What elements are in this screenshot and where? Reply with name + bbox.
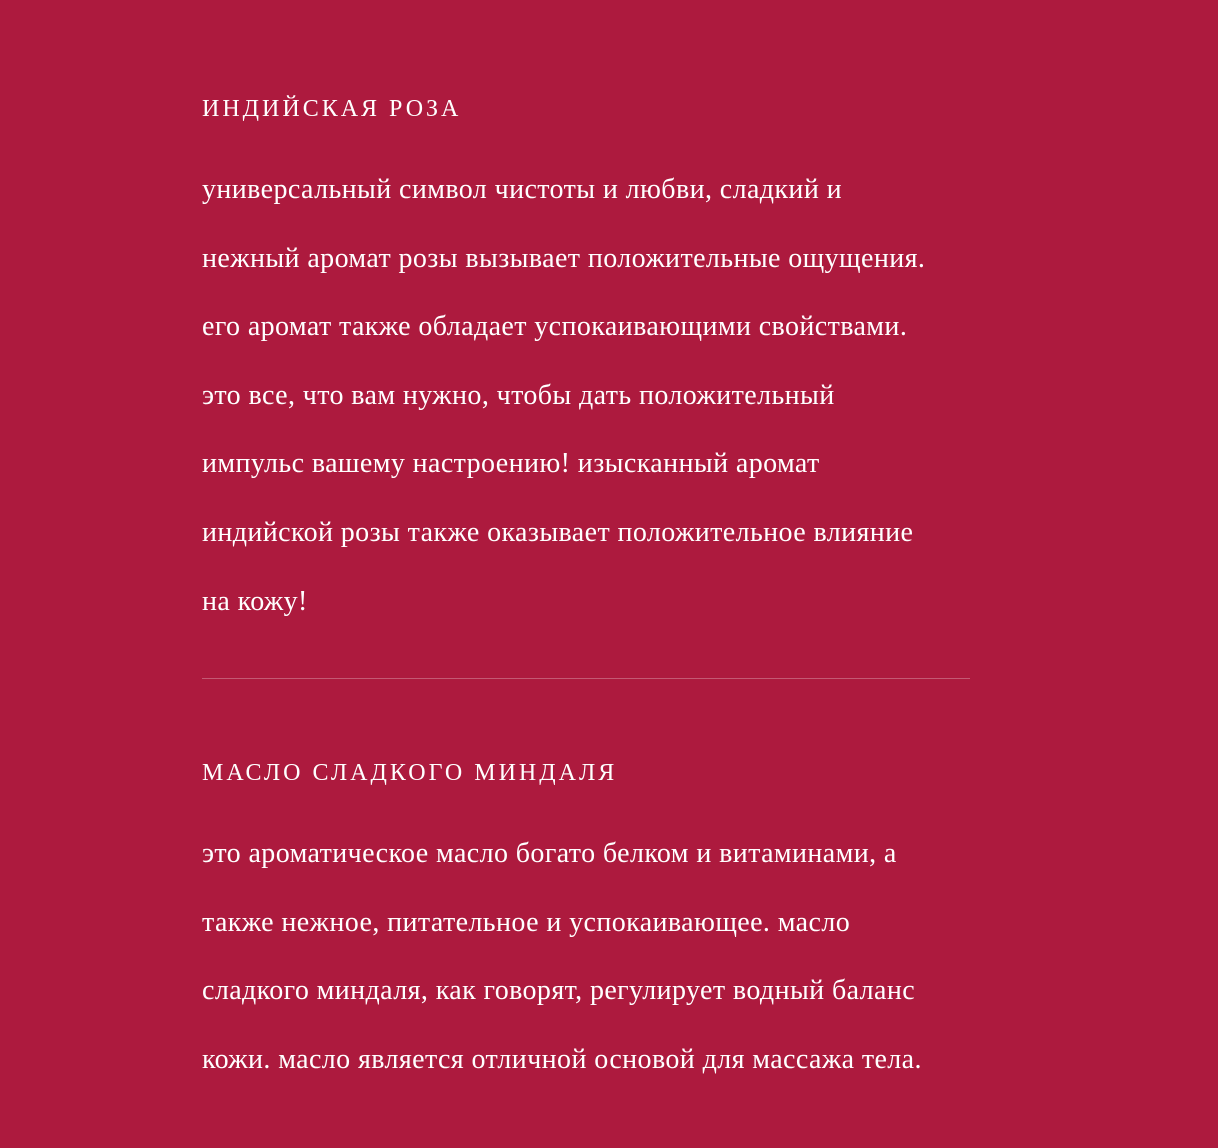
body-line: это ароматическое масло богато белком и витаминами, а bbox=[202, 838, 897, 869]
body-line: индийской розы также оказывает положительное влияние bbox=[202, 516, 914, 548]
body-line: импульс вашему настроению! изысканный аромат bbox=[202, 448, 820, 480]
body-line: его аромат также обладает успокаивающими свойствами. bbox=[202, 311, 908, 343]
body-line: сладкого миндаля, как говорят, регулирует водный баланс bbox=[202, 975, 916, 1007]
body-line: универсальный символ чистоты и любви, сладкий и bbox=[202, 174, 842, 205]
section-body-indian-rose bbox=[202, 176, 925, 656]
body-line: нежный аромат розы вызывает положительные ощущения. bbox=[202, 242, 926, 274]
section-title-indian-rose: ИНДИЙСКАЯ РОЗА bbox=[202, 96, 462, 122]
section-title-sweet-almond-oil: МАСЛО СЛАДКОГО МИНДАЛЯ bbox=[202, 760, 618, 786]
body-line: также нежное, питательное и успокаивающее. масло bbox=[202, 906, 851, 938]
body-line: на кожу! bbox=[202, 585, 308, 617]
section-divider bbox=[202, 678, 970, 679]
body-line: это все, что вам нужно, чтобы дать положительный bbox=[202, 379, 835, 411]
body-line: кожи. масло является отличной основой для массажа тела. bbox=[202, 1043, 922, 1075]
section-body-sweet-almond-oil bbox=[202, 840, 922, 1114]
